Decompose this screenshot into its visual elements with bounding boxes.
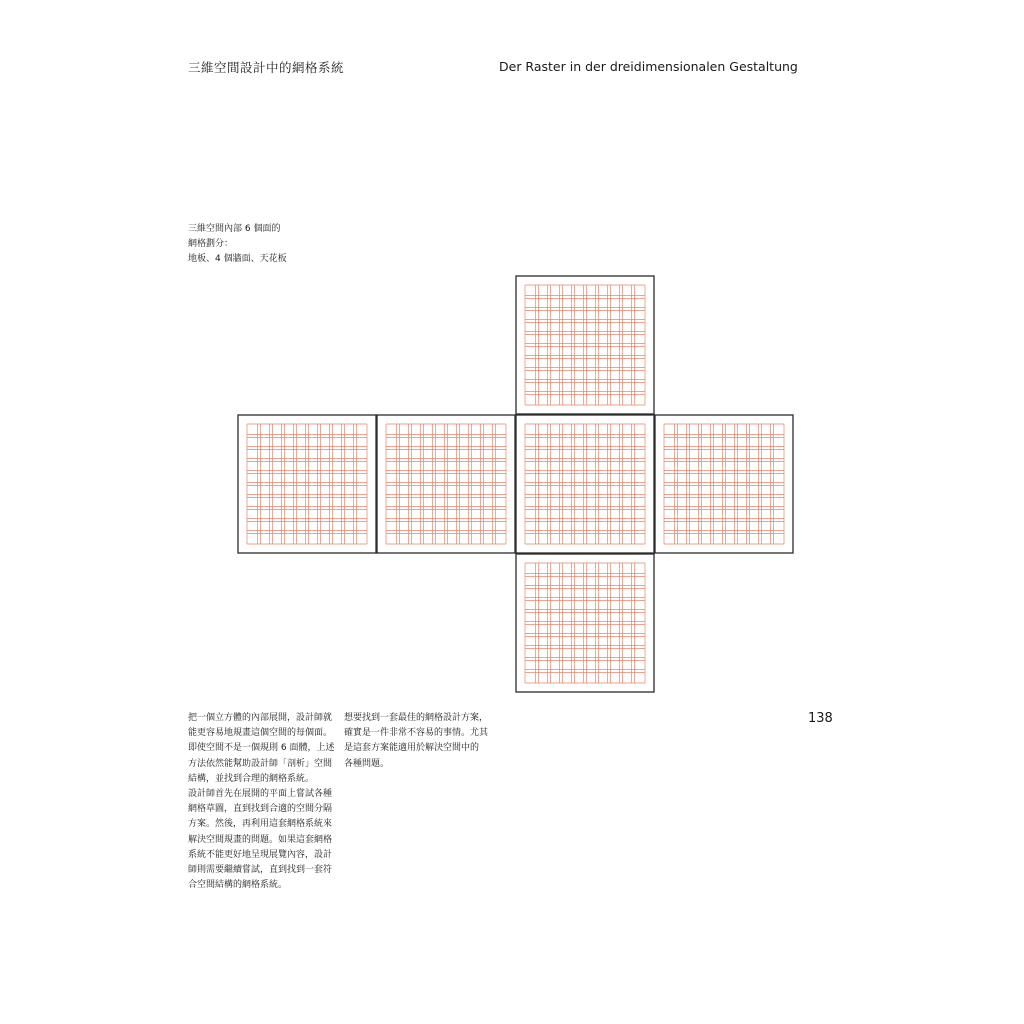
panel-frame — [377, 415, 515, 553]
cube-face-panel — [238, 415, 376, 553]
page-number: 138 — [808, 711, 833, 726]
body-line: 即使空間不是一個規則 6 面體，上述 — [188, 743, 335, 754]
cube-face-panel — [655, 415, 793, 553]
panel-frame — [516, 415, 654, 553]
german-running-title: Der Raster in der dreidimensionalen Gestaltung — [499, 59, 798, 74]
cube-face-panel — [377, 415, 515, 553]
body-line: 方案。然後，再利用這套網格系統來 — [188, 819, 333, 830]
body-line: 想要找到一套最佳的網格設計方案， — [344, 713, 489, 723]
panel-frame — [655, 415, 793, 553]
body-column-1 — [188, 711, 334, 893]
cube-face-panel — [516, 415, 654, 553]
panel-frame — [516, 276, 654, 414]
body-line: 網格草圖，直到找到合適的空間分隔 — [188, 804, 333, 815]
body-line: 方法依然能幫助設計師「剖析」空間 — [188, 758, 333, 769]
caption-line: 地板、4 個牆面、天花板 — [188, 254, 287, 264]
panel-frame — [516, 554, 654, 692]
body-line: 結構，並找到合理的網格系統。 — [188, 773, 315, 784]
body-line: 能更容易地規畫這個空間的每個面。 — [188, 728, 333, 739]
body-line: 確實是一件非常不容易的事情。尤其 — [344, 728, 489, 739]
caption-line: 三維空間內部 6 個面的 — [188, 224, 281, 234]
body-line: 設計師首先在展開的平面上嘗試各種 — [188, 789, 333, 800]
body-line: 解決空間規畫的問題。如果這套網格 — [188, 834, 333, 845]
caption-line: 網格劃分： — [188, 239, 234, 249]
body-line: 是這套方案能適用於解決空間中的 — [344, 743, 480, 754]
chinese-running-title: 三維空間設計中的網格系統 — [188, 60, 345, 75]
panel-frame — [238, 415, 376, 553]
body-line: 師則需要繼續嘗試，直到找到一套符 — [188, 865, 333, 876]
body-line: 系統不能更好地呈現展覽內容，設計 — [188, 849, 333, 860]
body-line: 把一個立方體的內部展開，設計師就 — [188, 713, 333, 723]
cube-face-panel — [516, 554, 654, 692]
body-line: 各種問題。 — [344, 758, 390, 769]
cube-face-panel — [516, 276, 654, 414]
body-line: 合空間結構的網格系統。 — [188, 880, 288, 891]
body-column-2 — [344, 711, 488, 772]
